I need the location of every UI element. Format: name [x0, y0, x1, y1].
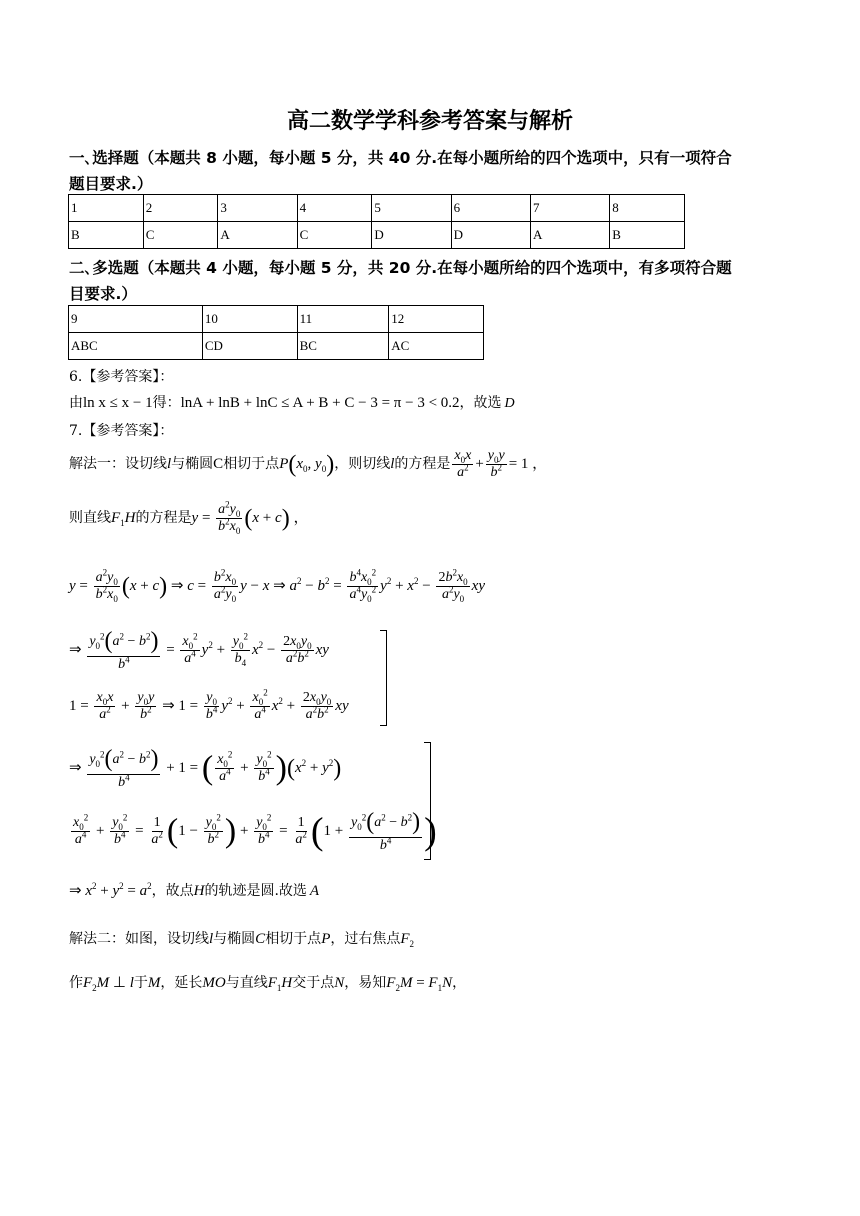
table-cell: D	[451, 222, 530, 249]
page-title: 高二数学学科参考答案与解析	[286, 109, 573, 134]
table-cell: B	[610, 222, 685, 249]
q7-label: 7.【参考答案】：	[69, 423, 174, 439]
section2-heading-line1: 二､多选题（本题共 4 小题，每小题 5 分，共 20 分.在每小题所给的四个选项中，有多项符合题	[69, 259, 732, 277]
q7-derivation-4: ⇒ $\frac{y_0^2(a^2 - b^2)}{b^4}$ + 1 = ( $\frac{x_0^2}{a^4}$ + $\frac{y_0^2}{b^4}$ )$(x^2 + y^2)$	[69, 746, 342, 790]
table-cell: A	[218, 222, 297, 249]
table-cell: C	[297, 222, 372, 249]
table-cell: 9	[69, 306, 203, 333]
section1-heading-line1: 一､选择题（本题共 8 小题，每小题 5 分，共 40 分.在每小题所给的四个选项中，只有一项符合	[69, 149, 732, 167]
q7-derivation-1: y = $\frac{a^2y_0}{b^2x_0}$ (x + c) ⇒ c = $\frac{b^2x_0}{a^2y_0}$ y − x ⇒ $a^2 - b^2$ = $\frac{b^4x_0^2}{a^4y_0^2}$ $y^2 + x^2$ − $\frac{2b^2x_0}{a^2y_0}$ xy	[69, 567, 485, 604]
q7-derivation-5: $\frac{x_0^2}{a^4}$ + $\frac{y_0^2}{b^4}$ = $\frac{1}{a^2}$ (1 − $\frac{y_0^2}{b^2}$ ) + $\frac{y_0^2}{b^4}$ = $\frac{1}{a^2}$ (1 + $\frac{y_0^2(a^2 - b^2)}{b^4}$ )	[73, 809, 437, 853]
table-row	[69, 333, 484, 360]
table-cell: 10	[202, 306, 297, 333]
q7-method2-line1: 解法二：如图，设切线l与椭圆C相切于点P，过右焦点$F_2$	[69, 931, 415, 949]
table-cell: 7	[530, 195, 609, 222]
table-cell: 1	[69, 195, 144, 222]
q7-method1-intro: 解法一：设切线l与椭圆C相切于点$P(x_0$, $y_0$)，则切线l的方程是 $\frac{x_0x}{a^2}$ + $\frac{y_0y}{b^2}$ = 1 ，	[69, 447, 548, 481]
table-cell: 5	[372, 195, 451, 222]
table-cell: 8	[610, 195, 685, 222]
table-cell: 4	[297, 195, 372, 222]
table-cell: 11	[297, 306, 389, 333]
table-cell: C	[143, 222, 218, 249]
table-cell: AC	[389, 333, 484, 360]
q6-solution: 由ln x ≤ x − 1得：lnA + lnB + lnC ≤ A + B + C − 3 = π − 3 < 0.2，故选 D	[69, 395, 515, 411]
table-cell: D	[372, 222, 451, 249]
table-cell: 2	[143, 195, 218, 222]
q7-method2-line2: 作$F_2M$ ⊥ l于M，延长MO与直线$F_1H$交于点N，易知$F_2M = F_1N$，	[69, 975, 467, 993]
q7-line-F1H: 则直线$F_1H$的方程是y = $\frac{a^2y_0}{b^2x_0}$ (x + c) ，	[69, 499, 309, 536]
table-cell: 12	[389, 306, 484, 333]
section2-heading-line2: 目要求.）	[69, 285, 137, 303]
brace-1	[380, 630, 387, 726]
table-row	[69, 306, 484, 333]
table-cell: CD	[202, 333, 297, 360]
section2-answer-table	[68, 305, 484, 360]
q6-label: 6.【参考答案】：	[69, 369, 174, 385]
table-cell: 3	[218, 195, 297, 222]
q7-derivation-3: 1 = $\frac{x_0x}{a^2}$ + $\frac{y_0y}{b^2}$ ⇒ 1 = $\frac{y_0}{b^4}$ $y^2$ + $\frac{x_0^2}{a^4}$ $x^2$ + $\frac{2x_0y_0}{a^2b^2}$ xy	[69, 687, 349, 723]
q7-conclusion: ⇒ $x^2 + y^2 = a^2$，故点H的轨迹是圆.故选 A	[69, 881, 320, 899]
table-cell: B	[69, 222, 144, 249]
table-cell: 6	[451, 195, 530, 222]
section1-answer-table	[68, 194, 685, 249]
table-row	[69, 222, 685, 249]
q7-derivation-2: ⇒ $\frac{y_0^2(a^2 - b^2)}{b^4}$ = $\frac{x_0^2}{a^4}$ $y^2$ + $\frac{y_0^2}{b_4}$ $x^2$ − $\frac{2x_0y_0}{a^2b^2}$ xy	[69, 628, 329, 672]
brace-2	[424, 742, 431, 860]
table-cell: ABC	[69, 333, 203, 360]
table-cell: A	[530, 222, 609, 249]
table-cell: BC	[297, 333, 389, 360]
section1-heading-line2: 题目要求.）	[69, 175, 153, 193]
table-row	[69, 195, 685, 222]
